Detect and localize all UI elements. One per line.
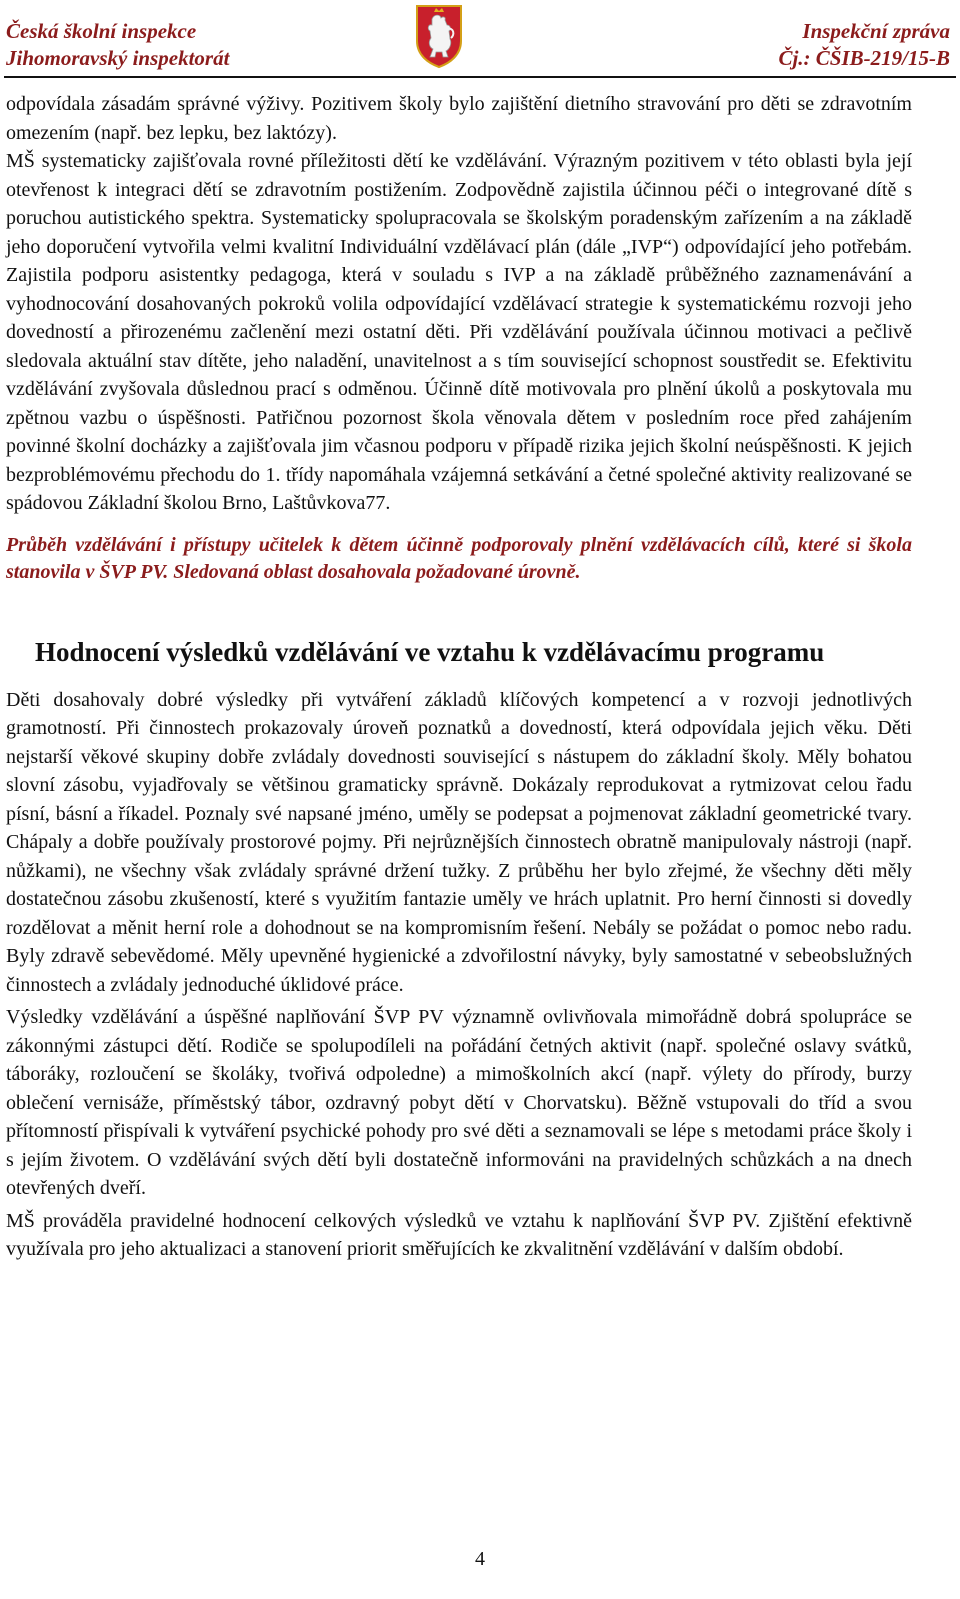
paragraph-nutrition: odpovídala zásadám správné výživy. Pozitivem školy bylo zajištění dietního stravování pro děti se zdravotním omezením (např. bez lepku, bez laktózy). (6, 93, 912, 144)
document-body (6, 90, 912, 1264)
section-summary: Průběh vzdělávání i přístupy učitelek k dětem účinně podporovaly plnění vzdělávacích cílů, které si škola stanovila v ŠVP PV. Sledovaná oblast dosahovala požadované úrovně. (6, 533, 912, 583)
header-inspectorate: Jihomoravský inspektorát (6, 46, 230, 70)
header-left (6, 18, 229, 72)
page-header (0, 0, 960, 80)
paragraph-parent-cooperation: Výsledky vzdělávání a úspěšné naplňování ŠVP PV významně ovlivňovala mimořádně dobrá spolupráce se zákonnými zástupci dětí. Rodiče se spolupodíleli na pořádání četných aktivit (např. společné oslavy svátků, táboráky, rozloučení se školáky, tvořivá odpoledne) a mimoškolních akcí (např. výlety do přírody, burzy oblečení vernisáže, příměstský tábor, ozdravný pobyt dětí v Chorvatsku). Běžně vstupovali do tříd a svou přítomností přispívali k vytváření psychické pohody pro své děti a seznamovali se lépe s metodami práce školy i s jejím životem. O vzdělávání svých dětí byli dostatečně informováni na pravidelných schůzkách a na dnech otevřených dveří. (6, 1006, 912, 1199)
paragraph-evaluation: MŠ prováděla pravidelné hodnocení celkových výsledků ve vztahu k naplňování ŠVP PV. Zjištění efektivně využívala pro jeho aktualizaci a stanovení priorit směřujících ke zkvalitnění vzdělávání v dalším období. (6, 1209, 912, 1260)
paragraph-equal-opportunities: MŠ systematicky zajišťovala rovné příležitosti dětí ke vzdělávání. Výrazným pozitivem v této oblasti byla její otevřenost k integraci dětí se zdravotním postižením. Zodpovědně zajistila účinnou péči o integrované dítě s poruchou autistického spektra. Systematicky spolupracovala se školským poradenským zařízením a na základě jeho doporučení vytvořila velmi kvalitní Individuální vzdělávací plán (dále „IVP“) odpovídající jeho potřebám. Zajistila podporu asistentky pedagoga, která v souladu s IVP a na základě průběžného zaznamenávání a vyhodnocování dosahovaných pokroků volila odpovídající vzdělávací strategie k systematickému rozvoji jeho dovedností a přirozenému začlenění mezi ostatní děti. Při vzdělávání používala účinnou motivaci a pečlivě sledovala aktuální stav dítěte, jeho naladění, unavitelnost a s tím související schopnost soustředit se. Efektivitu vzdělávání zvyšovala důslednou prací s odměnou. Účinně dítě motivovala pro plnění úkolů a poskytovala mu zpětnou vazbu o úspěšnosti. Patřičnou pozornost škola věnovala dětem v posledním roce před zahájením povinné školní docházky a zajišťovala jim včasnou podporu v případě rizika jejich školní neúspěšnosti. K jejich bezproblémovému přechodu do 1. třídy napomáhala vzájemná setkávání a četné společné aktivity realizované se spádovou Základní školou Brno, Laštůvkova77. (6, 150, 912, 514)
header-organization: Česká školní inspekce (6, 19, 197, 43)
section-heading: Hodnocení výsledků vzdělávání ve vztahu k vzdělávacímu programu (35, 636, 825, 667)
paragraph-results: Děti dosahovaly dobré výsledky při vytváření základů klíčových kompetencí a v rozvoji jednotlivých gramotností. Při činnostech prokazovaly úroveň poznatků a dovedností, která odpovídala jejich věku. Děti nejstarší věkové skupiny dobře zvládaly dovednosti související s nástupem do základní školy. Měly bohatou slovní zásobu, vyjadřovaly se většinou gramaticky správně. Dokázaly reprodukovat a rytmizovat celou řadu písní, básní a říkadel. Poznaly své napsané jméno, uměly se podepsat a pojmenovat základní geometrické tvary. Chápaly a dobře používaly prostorové pojmy. Při nejrůznějších činnostech obratně manipulovaly nástroji (např. nůžkami), ne všechny však zvládaly správné držení tužky. Z průběhu her bylo zřejmé, že všechny děti měly dostatečnou zásobu zkušeností, které s využitím fantazie uměly ve hrách uplatnit. Pro herní činnosti si dovedly rozdělovat a měnit herní role a dohodnout se na kompromisním řešení. Nebály se požádat o pomoc nebo radu. Byly zdravě sebevědomé. Měly upevněné hygienické a zdvořilostní návyky, byly samostatné v sebeobslužných činnostech a zvládaly jednoduché úklidové práce. (6, 688, 912, 996)
czech-coat-of-arms-icon (414, 3, 464, 69)
header-report-type: Inspekční zpráva (802, 19, 950, 43)
header-divider (4, 76, 956, 78)
header-reference-number: Čj.: ČŠIB-219/15-B (778, 46, 950, 70)
header-right (778, 18, 950, 72)
page-number: 4 (475, 1548, 485, 1570)
